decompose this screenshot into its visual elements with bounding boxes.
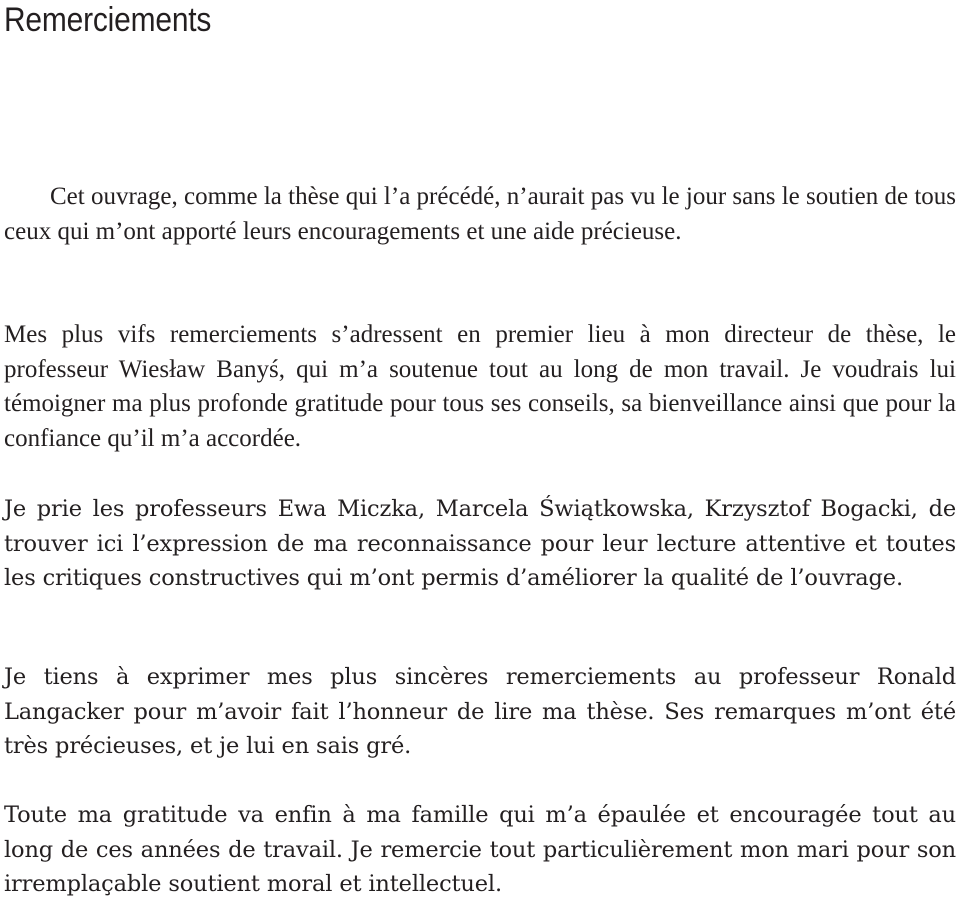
- paragraph-director: Mes plus vifs remerciements s’adressent en premier lieu à mon directeur de thèse, le professeur Wiesław Banyś, qui m’a soutenue tout au long de mon travail. Je voudrais lui témoigner ma plus profonde gratitude pour tous ses conseils, sa bienveillance ainsi que pour la confiance qu’il m’a accordée.: [4, 321, 956, 452]
- paragraph-langacker: Je tiens à exprimer mes plus sincères remerciements au professeur Ronald Langacker pour m’avoir fait l’honneur de lire ma thèse. Ses remarques m’ont été très précieuses, et je lui en sais gré.: [4, 664, 956, 759]
- paragraph-professors: Je prie les professeurs Ewa Miczka, Marcela Świątkowska, Krzysztof Bogacki, de trouver ici l’expression de ma reconnaissance pour leur lecture attentive et toutes les critiques constructives qui m’ont permis d’améliorer la qualité de l’ouvrage.: [4, 496, 956, 591]
- paragraph-intro: Cet ouvrage, comme la thèse qui l’a précédé, n’aurait pas vu le jour sans le soutien de tous ceux qui m’ont apporté leurs encouragements et une aide précieuse.: [4, 183, 956, 245]
- page-title: Remerciements: [4, 1, 212, 39]
- paragraph-family: Toute ma gratitude va enfin à ma famille qui m’a épaulée et encouragée tout au long de ces années de travail. Je remercie tout particulièrement mon mari pour son irremplaçable soutient moral et intellectuel.: [4, 802, 956, 897]
